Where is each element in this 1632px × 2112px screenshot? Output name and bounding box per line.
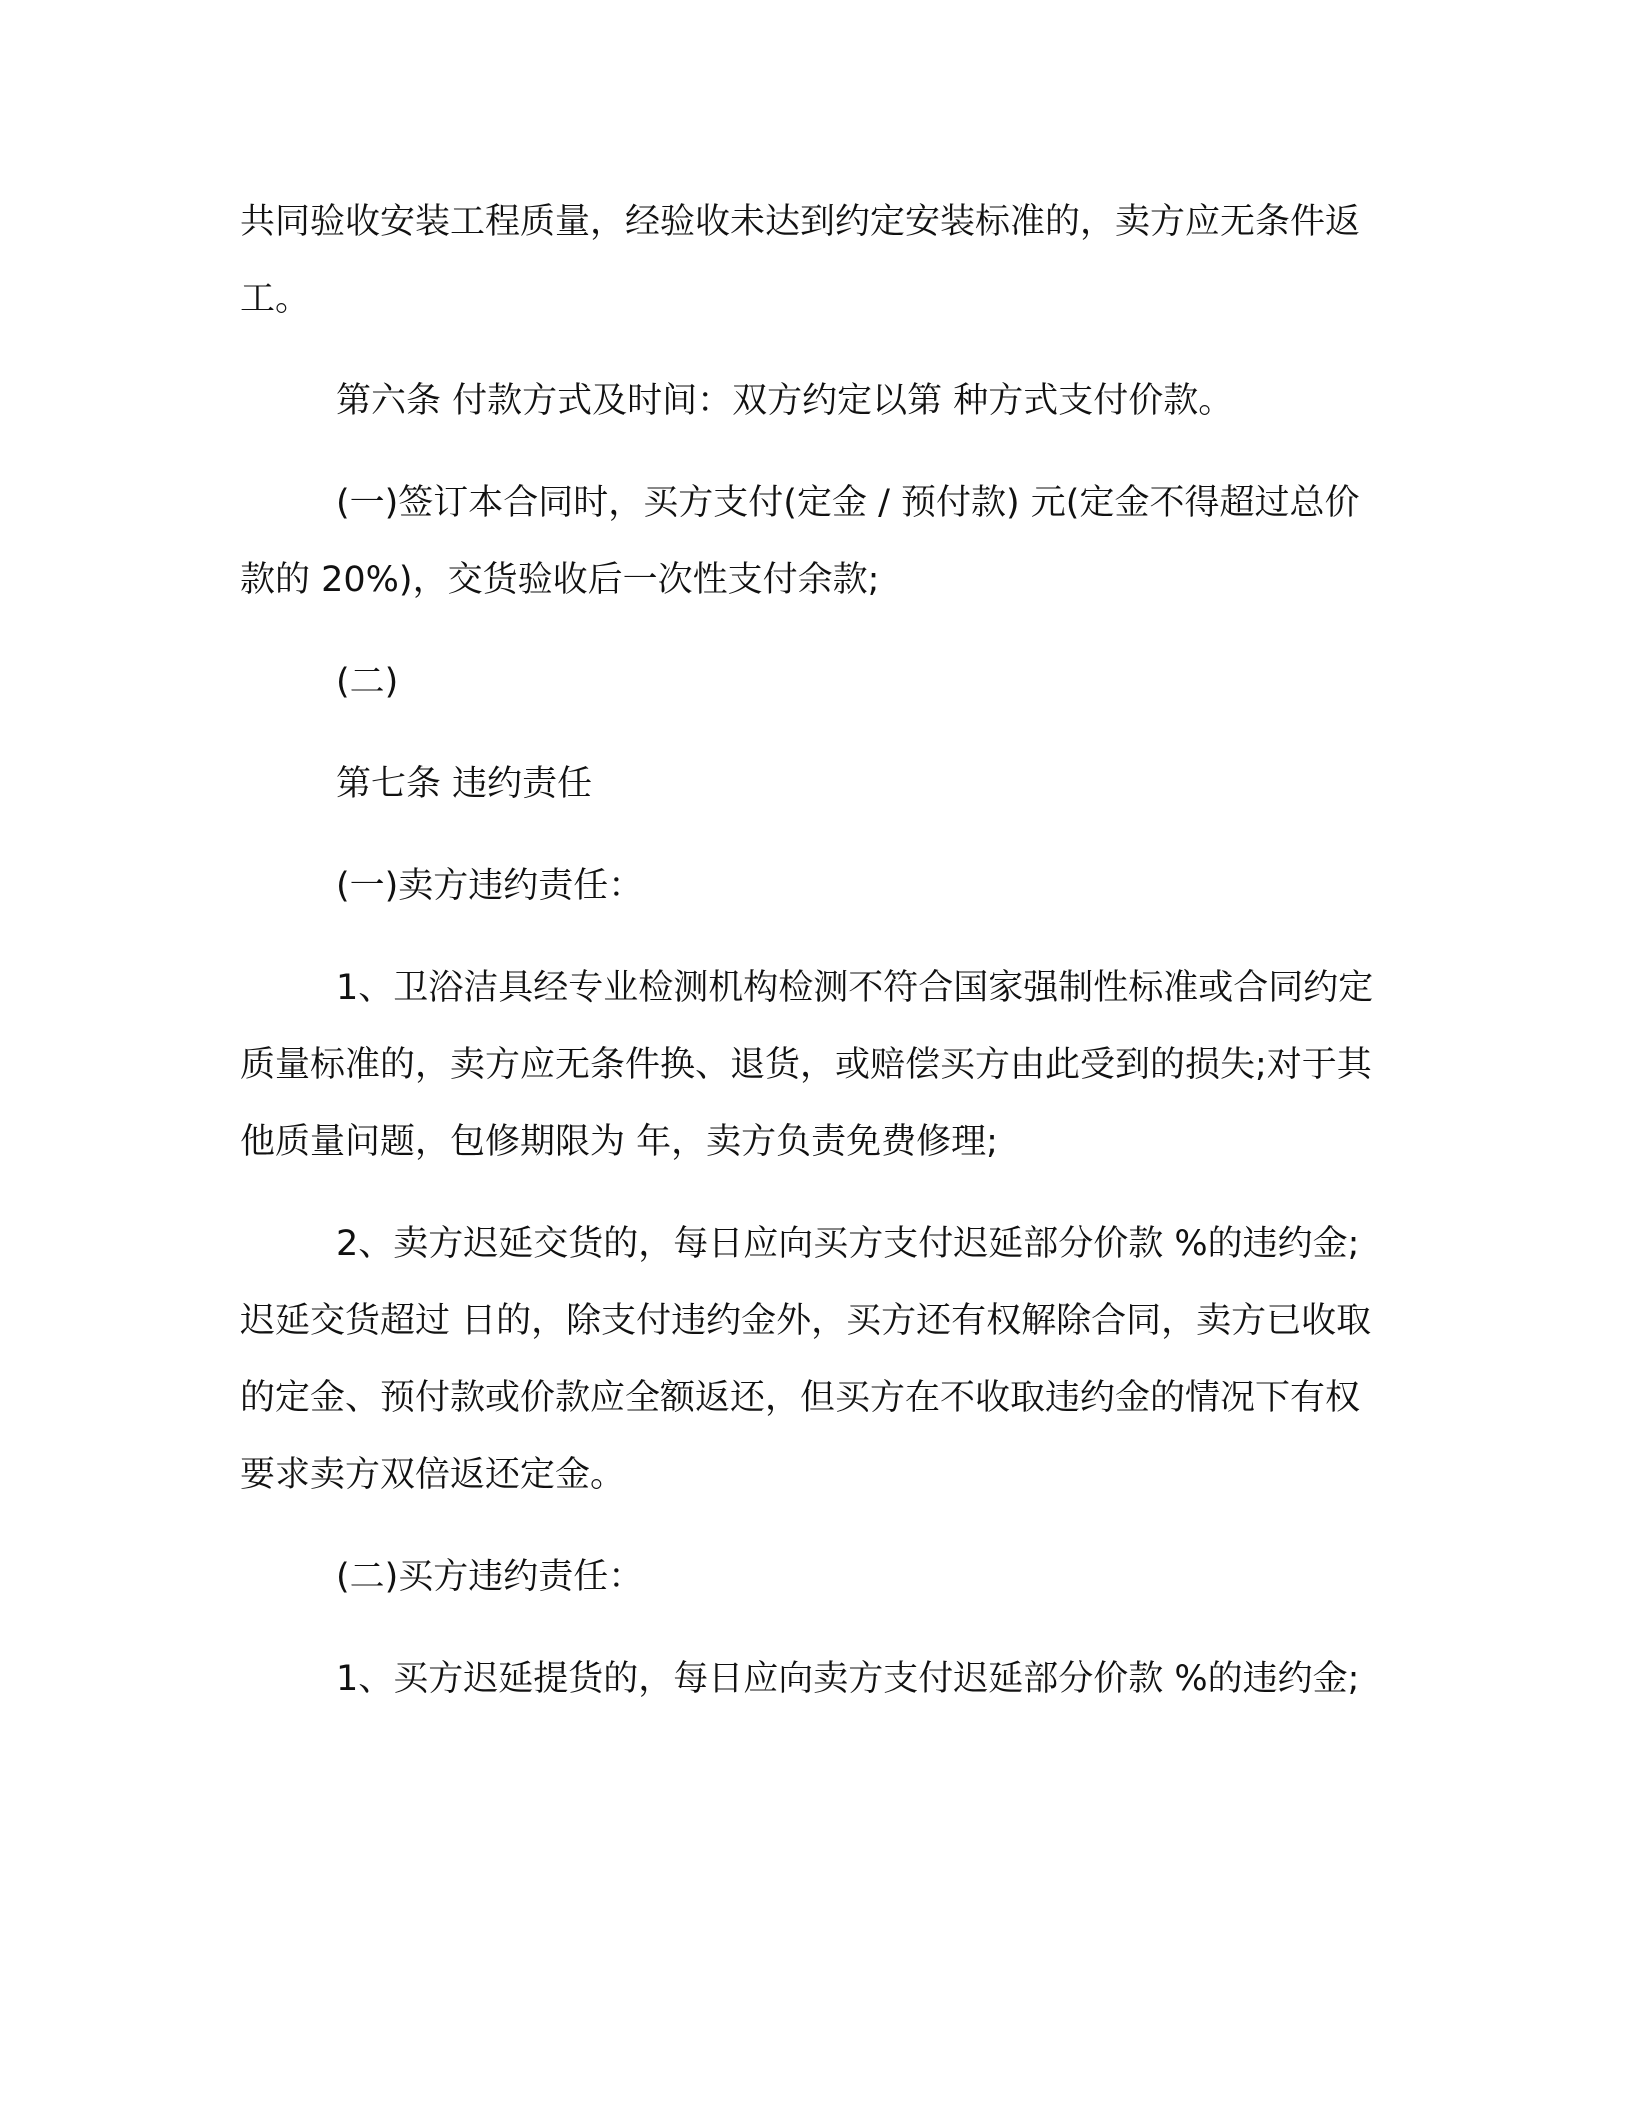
paragraph-9: (二)买方违约责任：	[336, 1557, 644, 1597]
paragraph-7: 1、卫浴洁具经专业检测机构检测不符合国家强制性标准或合同约定质量标准的，卖方应无条件换、退货，或赔偿买方由此受到的损失;对于其他质量问题，包修期限为 年，卖方负责免费修理;	[240, 968, 1374, 1162]
paragraph-10: 1、买方迟延提货的，每日应向卖方支付迟延部分价款 %的违约金;	[336, 1659, 1360, 1699]
paragraph-6: (一)卖方违约责任：	[336, 866, 644, 906]
paragraph-2: 第六条 付款方式及时间：双方约定以第 种方式支付价款。	[336, 381, 1234, 421]
document-body	[240, 184, 1380, 1743]
paragraph-3: (一)签订本合同时，买方支付(定金 / 预付款) 元(定金不得超过总价款的 20%)，交货验收后一次性支付余款;	[240, 483, 1360, 600]
paragraph-1: 共同验收安装工程质量，经验收未达到约定安装标准的，卖方应无条件返工。	[240, 202, 1361, 319]
paragraph-8: 2、卖方迟延交货的，每日应向买方支付迟延部分价款 %的违约金;迟延交货超过 日的，除支付违约金外，买方还有权解除合同，卖方已收取的定金、预付款或价款应全额返还，但买方在不收取违约金的情况下有权要求卖方双倍返还定金。	[240, 1224, 1372, 1495]
paragraph-4: (二)	[336, 662, 399, 702]
article-heading: 第七条 违约责任	[336, 764, 593, 804]
